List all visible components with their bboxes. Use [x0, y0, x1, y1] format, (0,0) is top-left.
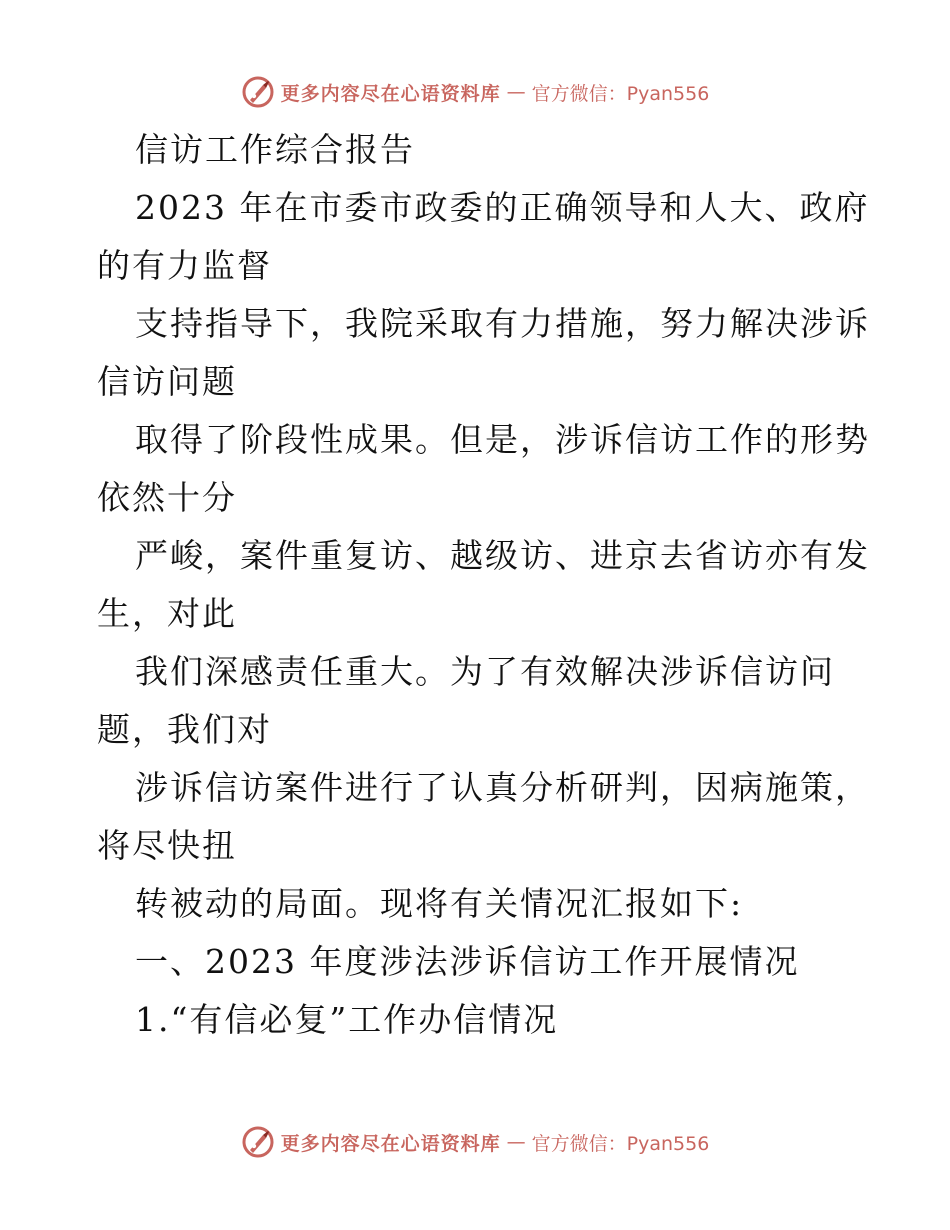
watermark-separator: —: [506, 1131, 526, 1153]
paragraph-line: 信访问题: [97, 362, 237, 401]
section-heading: 一、2023 年度涉法涉诉信访工作开展情况: [135, 942, 800, 981]
subsection-heading: 1.“有信必复”工作办信情况: [135, 1000, 559, 1039]
paragraph-line: 题，我们对: [97, 710, 272, 749]
paragraph-line: 依然十分: [97, 478, 237, 517]
document-body: [97, 121, 870, 1049]
paragraph-line: 支持指导下，我院采取有力措施，努力解决涉诉: [135, 304, 870, 343]
paragraph-line: 转被动的局面。现将有关情况汇报如下:: [135, 884, 744, 923]
pen-logo-icon: [241, 1125, 275, 1159]
watermark-contact: 官方微信：Pyan556: [531, 1132, 710, 1155]
document-title: 信访工作综合报告: [135, 130, 415, 169]
paragraph-line: 生，对此: [97, 594, 237, 633]
paragraph-line: 将尽快扭: [97, 826, 237, 865]
watermark-separator: —: [506, 81, 526, 103]
paragraph-line: 的有力监督: [97, 246, 272, 285]
watermark-contact: 官方微信：Pyan556: [531, 82, 710, 105]
paragraph-line: 严峻，案件重复访、越级访、进京去省访亦有发: [135, 536, 870, 575]
paragraph-line: 取得了阶段性成果。但是，涉诉信访工作的形势: [135, 420, 870, 459]
paragraph-line: 涉诉信访案件进行了认真分析研判，因病施策，: [135, 768, 870, 807]
watermark-footer: [0, 1122, 950, 1162]
paragraph-line: 2023 年在市委市政委的正确领导和人大、政府: [135, 188, 870, 227]
watermark-text: 更多内容尽在心语资料库: [280, 1132, 501, 1155]
watermark-text: 更多内容尽在心语资料库: [280, 82, 501, 105]
pen-logo-icon: [241, 75, 275, 109]
watermark-header: [0, 72, 950, 112]
paragraph-line: 我们深感责任重大。为了有效解决涉诉信访问: [135, 652, 835, 691]
